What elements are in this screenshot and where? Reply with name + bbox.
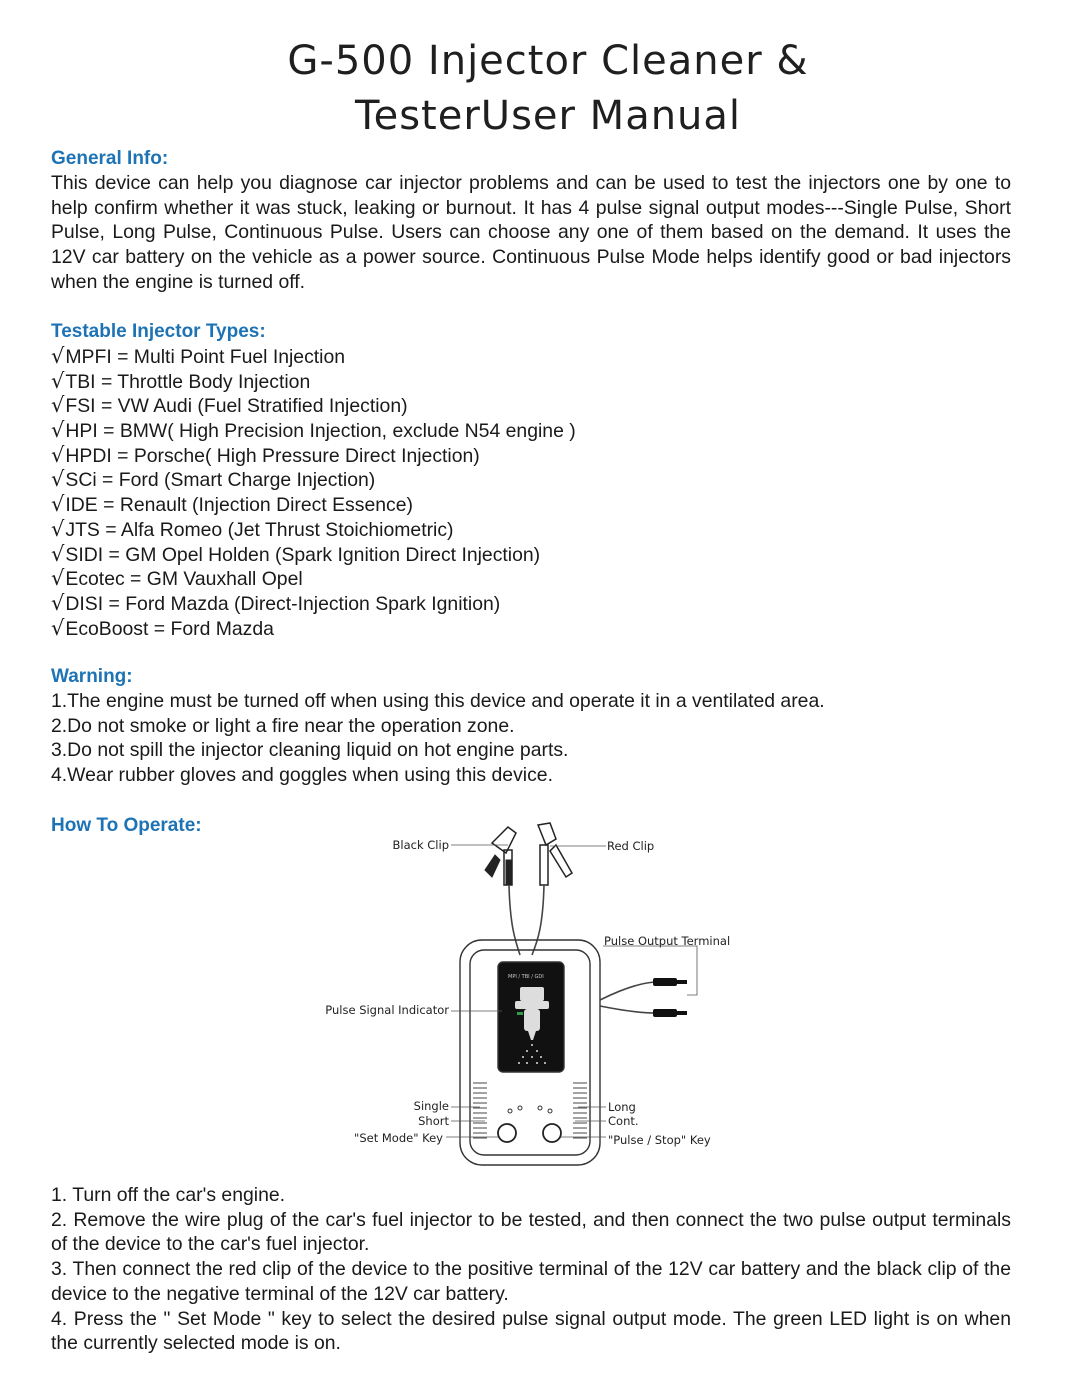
injector-type-item: √HPDI = Porsche( High Pressure Direct Injection) bbox=[51, 442, 480, 467]
injector-type-item: √FSI = VW Audi (Fuel Stratified Injection) bbox=[51, 393, 408, 418]
injector-type-item: √MPFI = Multi Point Fuel Injection bbox=[51, 344, 346, 368]
set-mode-key-label: "Set Mode" Key bbox=[354, 1131, 443, 1145]
check-mark-icon: √ bbox=[51, 566, 65, 591]
black-clip-label: Black Clip bbox=[392, 838, 449, 852]
injector-type-item: √SCi = Ford (Smart Charge Injection) bbox=[51, 467, 376, 492]
output-leads bbox=[600, 982, 655, 1013]
warning-item: 3.Do not spill the injector cleaning liquid on hot engine parts. bbox=[51, 739, 569, 762]
injector-type-item: √TBI = Throttle Body Injection bbox=[51, 368, 311, 393]
check-mark-icon: √ bbox=[51, 418, 65, 443]
title-line-2: TesterUser Manual bbox=[354, 93, 742, 139]
warning-heading: Warning: bbox=[51, 666, 133, 687]
pulse-stop-key-icon bbox=[543, 1124, 561, 1142]
warning-list bbox=[51, 689, 825, 788]
injector-type-item: √SIDI = GM Opel Holden (Spark Ignition Direct Injection) bbox=[51, 541, 541, 566]
set-mode-key-icon bbox=[498, 1124, 516, 1142]
operate-step: 2. Remove the wire plug of the car's fuel injector to be tested, and then connect the two pulse output terminals of the device to the car's fuel injector. bbox=[51, 1208, 1011, 1256]
device-illustration bbox=[320, 815, 740, 1170]
injector-type-item: √EcoBoost = Ford Mazda bbox=[51, 615, 274, 640]
operate-steps bbox=[51, 1183, 1011, 1356]
red-clip-icon bbox=[538, 823, 572, 885]
pulse-stop-key-label: "Pulse / Stop" Key bbox=[608, 1133, 711, 1147]
red-clip-label: Red Clip bbox=[607, 839, 655, 853]
long-mode-label: Long bbox=[608, 1100, 636, 1114]
injector-type-item: √DISI = Ford Mazda (Direct-Injection Spark Ignition) bbox=[51, 590, 501, 615]
warning-item: 1.The engine must be turned off when using this device and operate it in a ventilated area. bbox=[51, 690, 825, 712]
check-mark-icon: √ bbox=[51, 516, 65, 541]
check-mark-icon: √ bbox=[51, 541, 65, 566]
single-mode-label: Single bbox=[413, 1099, 449, 1113]
black-clip-icon bbox=[485, 827, 516, 885]
injector-type-item: √JTS = Alfa Romeo (Jet Thrust Stoichiometric) bbox=[51, 516, 454, 541]
cont-mode-label: Cont. bbox=[608, 1114, 639, 1128]
warning-item: 2.Do not smoke or light a fire near the operation zone. bbox=[51, 714, 515, 737]
check-mark-icon: √ bbox=[51, 442, 65, 467]
screen-text: MPI / TBI / GDI bbox=[508, 974, 544, 980]
pulse-output-terminal-label: Pulse Output Terminal bbox=[604, 934, 731, 948]
operate-step: 4. Press the " Set Mode " key to select the desired pulse signal output mode. The green LED light is on when the currently selected mode is on. bbox=[51, 1307, 1011, 1355]
operate-step: 3. Then connect the red clip of the device to the positive terminal of the 12V car battery and the black clip of the device to the negative terminal of the 12V car battery. bbox=[51, 1258, 1011, 1305]
injector-type-item: √HPI = BMW( High Precision Injection, exclude N54 engine ) bbox=[51, 418, 576, 443]
title-line-1: G-500 Injector Cleaner & bbox=[287, 38, 809, 84]
mode-leds bbox=[508, 1106, 552, 1113]
general-info-heading: General Info: bbox=[51, 148, 169, 169]
check-mark-icon: √ bbox=[51, 393, 65, 418]
check-mark-icon: √ bbox=[51, 492, 65, 517]
device-diagram bbox=[320, 815, 740, 1170]
injector-types-list bbox=[51, 344, 576, 640]
short-mode-label: Short bbox=[418, 1114, 449, 1128]
check-mark-icon: √ bbox=[51, 590, 65, 615]
injector-type-item: √IDE = Renault (Injection Direct Essence) bbox=[51, 492, 413, 517]
side-grips bbox=[473, 1083, 587, 1138]
general-info-text: This device can help you diagnose car injector problems and can be used to test the injectors one by one to help confirm whether it was stuck, leaking or burnout. It has 4 pulse signal output modes---Single Pulse, Short Pulse, Long Pulse, Continuous Pulse. Users can choose any one of them based on the demand. It uses the 12V car battery on the vehicle as a power source. Continuous Pulse Mode helps identify good or bad injectors when the engine is turned off. bbox=[51, 172, 1011, 293]
check-mark-icon: √ bbox=[51, 467, 65, 492]
pulse-signal-indicator-label: Pulse Signal Indicator bbox=[325, 1003, 449, 1017]
check-mark-icon: √ bbox=[51, 344, 65, 368]
operate-step: 1. Turn off the car's engine. bbox=[51, 1184, 286, 1206]
pulse-output-terminal-icon bbox=[653, 978, 687, 1017]
injector-types-heading: Testable Injector Types: bbox=[51, 321, 266, 342]
warning-item: 4.Wear rubber gloves and goggles when using this device. bbox=[51, 764, 553, 787]
how-to-operate-heading: How To Operate: bbox=[51, 815, 202, 836]
clip-leads bbox=[509, 885, 544, 955]
check-mark-icon: √ bbox=[51, 368, 65, 393]
check-mark-icon: √ bbox=[51, 615, 65, 640]
injector-type-item: √Ecotec = GM Vauxhall Opel bbox=[51, 566, 303, 591]
